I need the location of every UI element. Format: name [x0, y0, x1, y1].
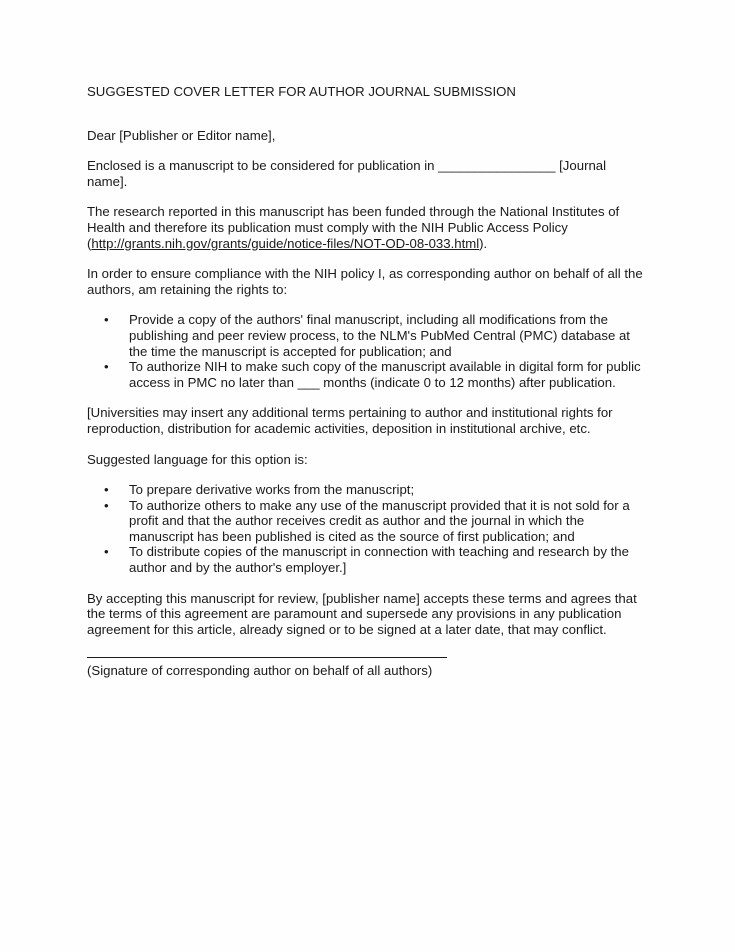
- document-title: SUGGESTED COVER LETTER FOR AUTHOR JOURNAL SUBMISSION: [87, 84, 516, 99]
- nih-policy-link[interactable]: http://grants.nih.gov/grants/guide/notice-files/NOT-OD-08-033.html: [91, 235, 480, 251]
- paragraph-funding: [87, 204, 647, 251]
- list-item-text: To prepare derivative works from the manuscript;: [129, 482, 415, 498]
- bullet-icon: •: [104, 497, 109, 513]
- list-item-text: To authorize others to make any use of the manuscript provided that it is not sold for a profit and that the author receives credit as author and the journal in which the manuscript has been published is cited as the source of first publication; and: [129, 497, 630, 544]
- list-item: [87, 359, 647, 390]
- letter-body: [87, 84, 647, 679]
- salutation: Dear [Publisher or Editor name],: [87, 127, 276, 143]
- paragraph-funding-end: ).: [479, 235, 488, 251]
- list-item: [87, 498, 647, 545]
- list-item: [87, 482, 647, 498]
- bullet-icon: •: [104, 359, 109, 375]
- paragraph-funding-text: The research reported in this manuscript has been funded through the National Institutes of Health and therefore its publication must comply with the NIH Public Access Policy (: [87, 204, 620, 251]
- paragraph-compliance: In order to ensure compliance with the NIH policy I, as corresponding author on behalf of all the authors, am retaining the rights to:: [87, 266, 643, 297]
- list-item: [87, 312, 647, 359]
- list-item-text: To authorize NIH to make such copy of the manuscript available in digital form for public access in PMC no later than ___ months (indicate 0 to 12 months) after publication.: [129, 359, 641, 390]
- bullet-icon: •: [104, 544, 109, 560]
- paragraph-suggested: Suggested language for this option is:: [87, 451, 308, 467]
- list-item: [87, 544, 647, 575]
- list-item-text: To distribute copies of the manuscript in connection with teaching and research by the author and by the author's employer.]: [129, 544, 629, 576]
- bullet-icon: •: [104, 482, 109, 498]
- paragraph-universities: [Universities may insert any additional terms pertaining to author and institutional rights for reproduction, distribution for academic activities, deposition in institutional archive, etc.: [87, 405, 613, 436]
- option-list: [87, 482, 647, 576]
- signature-caption: (Signature of corresponding author on behalf of all authors): [87, 663, 433, 679]
- paragraph-enclosed: Enclosed is a manuscript to be considered for publication in ________________ [Journal name].: [87, 158, 607, 189]
- signature-line: [87, 657, 447, 658]
- list-item-text: Provide a copy of the authors' final manuscript, including all modifications from the publishing and peer review process, to the NLM's PubMed Central (PMC) database at the time the manuscript is accepted for publication; and: [129, 312, 630, 359]
- rights-list: [87, 312, 647, 390]
- bullet-icon: •: [104, 312, 109, 328]
- paragraph-acceptance: By accepting this manuscript for review, [publisher name] accepts these terms and agrees that the terms of this agreement are paramount and supersede any provisions in any publication agreement for this article, already signed or to be signed at a later date, that may conflict.: [87, 590, 637, 637]
